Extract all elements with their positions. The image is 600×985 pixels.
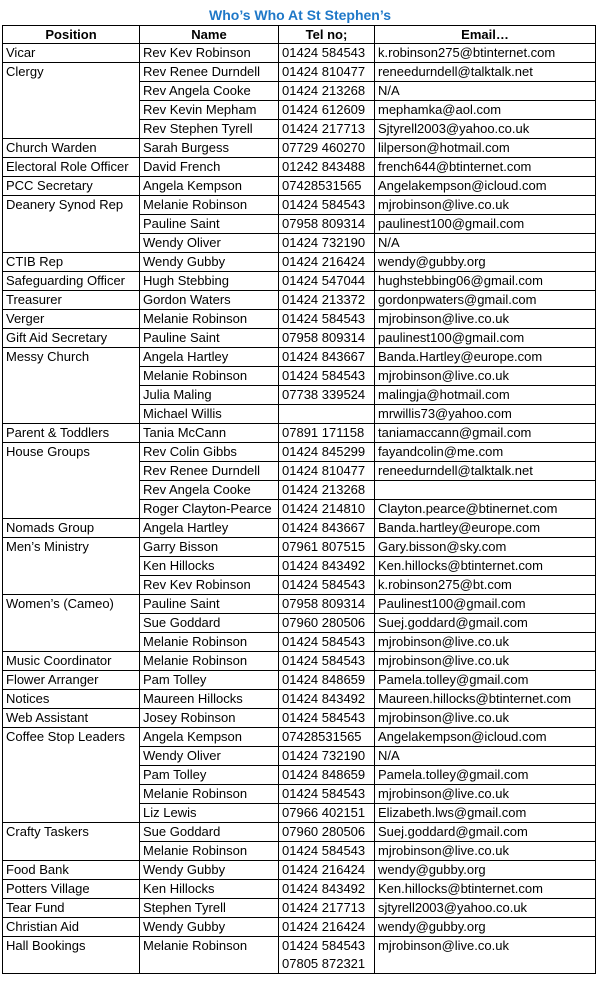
name-cell: Rev Renee Durndell	[140, 63, 279, 82]
email-cell: Elizabeth.lws@gmail.com	[375, 804, 596, 823]
tel-cell: 01424 843492	[279, 557, 375, 576]
name-cell: Wendy Gubby	[140, 253, 279, 272]
header-row	[3, 26, 596, 44]
tel-cell: 07428531565	[279, 177, 375, 196]
table-row	[3, 291, 596, 310]
name-cell: Pauline Saint	[140, 595, 279, 614]
position-cell: Tear Fund	[3, 899, 140, 918]
email-cell: mjrobinson@live.co.uk	[375, 709, 596, 728]
email-cell: Maureen.hillocks@btinternet.com	[375, 690, 596, 709]
tel-cell: 01424 213268	[279, 82, 375, 101]
table-row	[3, 538, 596, 557]
tel-cell: 07958 809314	[279, 329, 375, 348]
tel-cell: 07729 460270	[279, 139, 375, 158]
tel-cell: 01424 216424	[279, 918, 375, 937]
email-column-header: Email…	[375, 26, 596, 44]
tel-cell: 01424 213372	[279, 291, 375, 310]
tel-cell: 01424 584543	[279, 44, 375, 63]
table-row	[3, 44, 596, 63]
email-cell: mephamka@aol.com	[375, 101, 596, 120]
email-cell: wendy@gubby.org	[375, 918, 596, 937]
email-cell: N/A	[375, 234, 596, 253]
name-cell: Rev Kev Robinson	[140, 44, 279, 63]
position-cell: Safeguarding Officer	[3, 272, 140, 291]
email-cell: Suej.goddard@gmail.com	[375, 614, 596, 633]
email-cell: N/A	[375, 747, 596, 766]
table-row	[3, 196, 596, 215]
position-cell	[3, 120, 140, 139]
tel-cell	[279, 937, 375, 974]
position-cell: Parent & Toddlers	[3, 424, 140, 443]
name-cell: Angela Hartley	[140, 348, 279, 367]
position-cell: Vicar	[3, 44, 140, 63]
table-row	[3, 690, 596, 709]
position-cell: Deanery Synod Rep	[3, 196, 140, 215]
email-cell: hughstebbing06@gmail.com	[375, 272, 596, 291]
position-cell	[3, 101, 140, 120]
position-cell: Nomads Group	[3, 519, 140, 538]
position-cell: Verger	[3, 310, 140, 329]
table-row	[3, 424, 596, 443]
directory-rows	[3, 44, 596, 974]
name-cell: Liz Lewis	[140, 804, 279, 823]
table-row	[3, 500, 596, 519]
name-cell: Julia Maling	[140, 386, 279, 405]
name-cell: Rev Renee Durndell	[140, 462, 279, 481]
name-column-header: Name	[140, 26, 279, 44]
tel-cell: 01424 612609	[279, 101, 375, 120]
email-cell: mjrobinson@live.co.uk	[375, 367, 596, 386]
tel-cell: 07960 280506	[279, 823, 375, 842]
position-cell	[3, 500, 140, 519]
name-cell: Angela Kempson	[140, 177, 279, 196]
position-cell: Women’s (Cameo)	[3, 595, 140, 614]
table-row	[3, 595, 596, 614]
position-cell	[3, 576, 140, 595]
email-cell: Sjtyrell2003@yahoo.co.uk	[375, 120, 596, 139]
email-cell	[375, 481, 596, 500]
tel-cell: 07958 809314	[279, 215, 375, 234]
tel-cell: 01424 732190	[279, 747, 375, 766]
table-row	[3, 158, 596, 177]
email-cell: reneedurndell@talktalk.net	[375, 462, 596, 481]
table-row	[3, 139, 596, 158]
position-cell	[3, 804, 140, 823]
tel-cell: 01424 848659	[279, 766, 375, 785]
position-cell: Web Assistant	[3, 709, 140, 728]
email-cell: Pamela.tolley@gmail.com	[375, 766, 596, 785]
name-cell: Wendy Oliver	[140, 234, 279, 253]
name-cell: Angela Kempson	[140, 728, 279, 747]
name-cell: Hugh Stebbing	[140, 272, 279, 291]
position-cell: House Groups	[3, 443, 140, 462]
position-cell	[3, 785, 140, 804]
tel-cell: 07958 809314	[279, 595, 375, 614]
table-row	[3, 823, 596, 842]
tel-secondary: 07805 872321	[282, 956, 366, 971]
name-cell: Pauline Saint	[140, 329, 279, 348]
position-cell	[3, 747, 140, 766]
email-cell: malingja@hotmail.com	[375, 386, 596, 405]
position-cell: Crafty Taskers	[3, 823, 140, 842]
tel-cell	[279, 405, 375, 424]
email-cell: fayandcolin@me.com	[375, 443, 596, 462]
name-cell: Ken Hillocks	[140, 880, 279, 899]
email-cell: mjrobinson@live.co.uk	[375, 785, 596, 804]
name-cell: Pauline Saint	[140, 215, 279, 234]
position-cell: Flower Arranger	[3, 671, 140, 690]
name-cell: Rev Colin Gibbs	[140, 443, 279, 462]
table-row	[3, 63, 596, 82]
email-cell: k.robinson275@bt.com	[375, 576, 596, 595]
table-row	[3, 766, 596, 785]
table-row	[3, 519, 596, 538]
tel-cell: 01424 584543	[279, 652, 375, 671]
tel-cell: 01424 584543	[279, 310, 375, 329]
tel-cell: 07966 402151	[279, 804, 375, 823]
email-cell: french644@btinternet.com	[375, 158, 596, 177]
position-cell	[3, 481, 140, 500]
position-cell: PCC Secretary	[3, 177, 140, 196]
position-cell	[3, 766, 140, 785]
table-row	[3, 614, 596, 633]
email-cell: Banda.Hartley@europe.com	[375, 348, 596, 367]
name-cell: Melanie Robinson	[140, 310, 279, 329]
table-row	[3, 652, 596, 671]
table-row	[3, 405, 596, 424]
table-row	[3, 937, 596, 974]
position-cell: Coffee Stop Leaders	[3, 728, 140, 747]
tel-cell: 01242 843488	[279, 158, 375, 177]
position-cell	[3, 557, 140, 576]
name-cell: Melanie Robinson	[140, 652, 279, 671]
email-cell: mjrobinson@live.co.uk	[375, 842, 596, 861]
position-cell: Food Bank	[3, 861, 140, 880]
tel-column-header: Tel no;	[279, 26, 375, 44]
name-cell: Sue Goddard	[140, 614, 279, 633]
position-cell: Men’s Ministry	[3, 538, 140, 557]
table-row	[3, 215, 596, 234]
email-cell: taniamaccann@gmail.com	[375, 424, 596, 443]
position-cell: Church Warden	[3, 139, 140, 158]
position-cell: Gift Aid Secretary	[3, 329, 140, 348]
tel-cell: 07891 171158	[279, 424, 375, 443]
table-row	[3, 329, 596, 348]
email-cell: k.robinson275@btinternet.com	[375, 44, 596, 63]
tel-cell: 01424 810477	[279, 63, 375, 82]
table-row	[3, 633, 596, 652]
name-cell: Pam Tolley	[140, 766, 279, 785]
email-cell: mjrobinson@live.co.uk	[375, 652, 596, 671]
table-row	[3, 367, 596, 386]
tel-cell: 01424 547044	[279, 272, 375, 291]
table-row	[3, 101, 596, 120]
table-row	[3, 177, 596, 196]
tel-cell: 01424 584543	[279, 196, 375, 215]
table-row	[3, 120, 596, 139]
tel-cell: 01424 584543	[279, 576, 375, 595]
table-row	[3, 272, 596, 291]
name-cell: Sarah Burgess	[140, 139, 279, 158]
tel-cell: 01424 732190	[279, 234, 375, 253]
position-cell	[3, 405, 140, 424]
name-cell: Garry Bisson	[140, 538, 279, 557]
table-row	[3, 576, 596, 595]
table-row	[3, 918, 596, 937]
name-cell: Melanie Robinson	[140, 842, 279, 861]
tel-cell: 01424 843667	[279, 519, 375, 538]
position-cell: Notices	[3, 690, 140, 709]
tel-cell: 07738 339524	[279, 386, 375, 405]
email-cell: Paulinest100@gmail.com	[375, 595, 596, 614]
table-row	[3, 899, 596, 918]
position-cell: Electoral Role Officer	[3, 158, 140, 177]
table-row	[3, 747, 596, 766]
position-cell	[3, 386, 140, 405]
email-cell: N/A	[375, 82, 596, 101]
name-cell: Michael Willis	[140, 405, 279, 424]
email-cell: mjrobinson@live.co.uk	[375, 633, 596, 652]
table-row	[3, 348, 596, 367]
tel-cell: 01424 584543	[279, 785, 375, 804]
position-cell	[3, 367, 140, 386]
email-cell: mrwillis73@yahoo.com	[375, 405, 596, 424]
position-cell: Treasurer	[3, 291, 140, 310]
table-row	[3, 253, 596, 272]
email-cell: Angelakempson@icloud.com	[375, 177, 596, 196]
position-cell: Hall Bookings	[3, 937, 140, 974]
tel-cell: 01424 843492	[279, 690, 375, 709]
email-cell: wendy@gubby.org	[375, 253, 596, 272]
name-cell: Pam Tolley	[140, 671, 279, 690]
name-cell: Melanie Robinson	[140, 937, 279, 974]
name-cell: Wendy Oliver	[140, 747, 279, 766]
tel-cell: 01424 584543	[279, 367, 375, 386]
email-cell: lilperson@hotmail.com	[375, 139, 596, 158]
email-cell: mjrobinson@live.co.uk	[375, 310, 596, 329]
email-cell: wendy@gubby.org	[375, 861, 596, 880]
tel-cell: 01424 217713	[279, 120, 375, 139]
email-cell: Clayton.pearce@btinernet.com	[375, 500, 596, 519]
table-row	[3, 481, 596, 500]
tel-cell: 01424 214810	[279, 500, 375, 519]
table-row	[3, 842, 596, 861]
email-cell: Ken.hillocks@btinternet.com	[375, 557, 596, 576]
table-row	[3, 234, 596, 253]
tel-cell: 01424 213268	[279, 481, 375, 500]
table-row	[3, 861, 596, 880]
name-cell: Ken Hillocks	[140, 557, 279, 576]
position-cell: Clergy	[3, 63, 140, 82]
table-row	[3, 310, 596, 329]
position-column-header: Position	[3, 26, 140, 44]
name-cell: Rev Angela Cooke	[140, 82, 279, 101]
name-cell: Sue Goddard	[140, 823, 279, 842]
name-cell: Tania McCann	[140, 424, 279, 443]
email-cell: paulinest100@gmail.com	[375, 329, 596, 348]
tel-primary: 01424 584543	[282, 938, 366, 953]
tel-cell: 01424 810477	[279, 462, 375, 481]
email-cell: Pamela.tolley@gmail.com	[375, 671, 596, 690]
name-cell: Josey Robinson	[140, 709, 279, 728]
position-cell	[3, 633, 140, 652]
tel-cell: 01424 584543	[279, 842, 375, 861]
table-row	[3, 386, 596, 405]
table-row	[3, 443, 596, 462]
email-cell: Angelakempson@icloud.com	[375, 728, 596, 747]
name-cell: Wendy Gubby	[140, 861, 279, 880]
email-cell: Ken.hillocks@btinternet.com	[375, 880, 596, 899]
email-cell: Banda.hartley@europe.com	[375, 519, 596, 538]
position-cell: CTIB Rep	[3, 253, 140, 272]
name-cell: Angela Hartley	[140, 519, 279, 538]
table-row	[3, 462, 596, 481]
name-cell: Rev Kevin Mepham	[140, 101, 279, 120]
email-cell: mjrobinson@live.co.uk	[375, 196, 596, 215]
position-cell	[3, 234, 140, 253]
email-cell: Suej.goddard@gmail.com	[375, 823, 596, 842]
position-cell: Messy Church	[3, 348, 140, 367]
table-row	[3, 804, 596, 823]
tel-cell: 01424 584543	[279, 709, 375, 728]
position-cell: Music Coordinator	[3, 652, 140, 671]
document-title: Who’s Who At St Stephen’s	[209, 7, 391, 23]
contact-directory-table	[2, 25, 596, 974]
email-cell: Gary.bisson@sky.com	[375, 538, 596, 557]
tel-cell: 01424 216424	[279, 253, 375, 272]
table-row	[3, 709, 596, 728]
position-cell: Potters Village	[3, 880, 140, 899]
table-row	[3, 557, 596, 576]
tel-cell: 01424 843667	[279, 348, 375, 367]
name-cell: Rev Kev Robinson	[140, 576, 279, 595]
name-cell: Melanie Robinson	[140, 785, 279, 804]
name-cell: David French	[140, 158, 279, 177]
name-cell: Rev Angela Cooke	[140, 481, 279, 500]
tel-cell: 01424 848659	[279, 671, 375, 690]
tel-cell: 07960 280506	[279, 614, 375, 633]
email-cell: mjrobinson@live.co.uk	[375, 937, 596, 974]
position-cell	[3, 215, 140, 234]
position-cell	[3, 82, 140, 101]
name-cell: Melanie Robinson	[140, 633, 279, 652]
position-cell	[3, 614, 140, 633]
table-row	[3, 671, 596, 690]
tel-cell: 01424 845299	[279, 443, 375, 462]
name-cell: Maureen Hillocks	[140, 690, 279, 709]
table-row	[3, 728, 596, 747]
tel-cell: 07428531565	[279, 728, 375, 747]
name-cell: Roger Clayton-Pearce	[140, 500, 279, 519]
tel-cell: 01424 216424	[279, 861, 375, 880]
email-cell: paulinest100@gmail.com	[375, 215, 596, 234]
tel-cell: 01424 217713	[279, 899, 375, 918]
table-row	[3, 880, 596, 899]
name-cell: Stephen Tyrell	[140, 899, 279, 918]
tel-cell: 01424 584543	[279, 633, 375, 652]
name-cell: Wendy Gubby	[140, 918, 279, 937]
name-cell: Rev Stephen Tyrell	[140, 120, 279, 139]
name-cell: Melanie Robinson	[140, 367, 279, 386]
email-cell: gordonpwaters@gmail.com	[375, 291, 596, 310]
table-row	[3, 82, 596, 101]
name-cell: Gordon Waters	[140, 291, 279, 310]
table-row	[3, 785, 596, 804]
tel-cell: 01424 843492	[279, 880, 375, 899]
position-cell	[3, 462, 140, 481]
position-cell	[3, 842, 140, 861]
position-cell: Christian Aid	[3, 918, 140, 937]
email-cell: sjtyrell2003@yahoo.co.uk	[375, 899, 596, 918]
tel-cell: 07961 807515	[279, 538, 375, 557]
name-cell: Melanie Robinson	[140, 196, 279, 215]
email-cell: reneedurndell@talktalk.net	[375, 63, 596, 82]
